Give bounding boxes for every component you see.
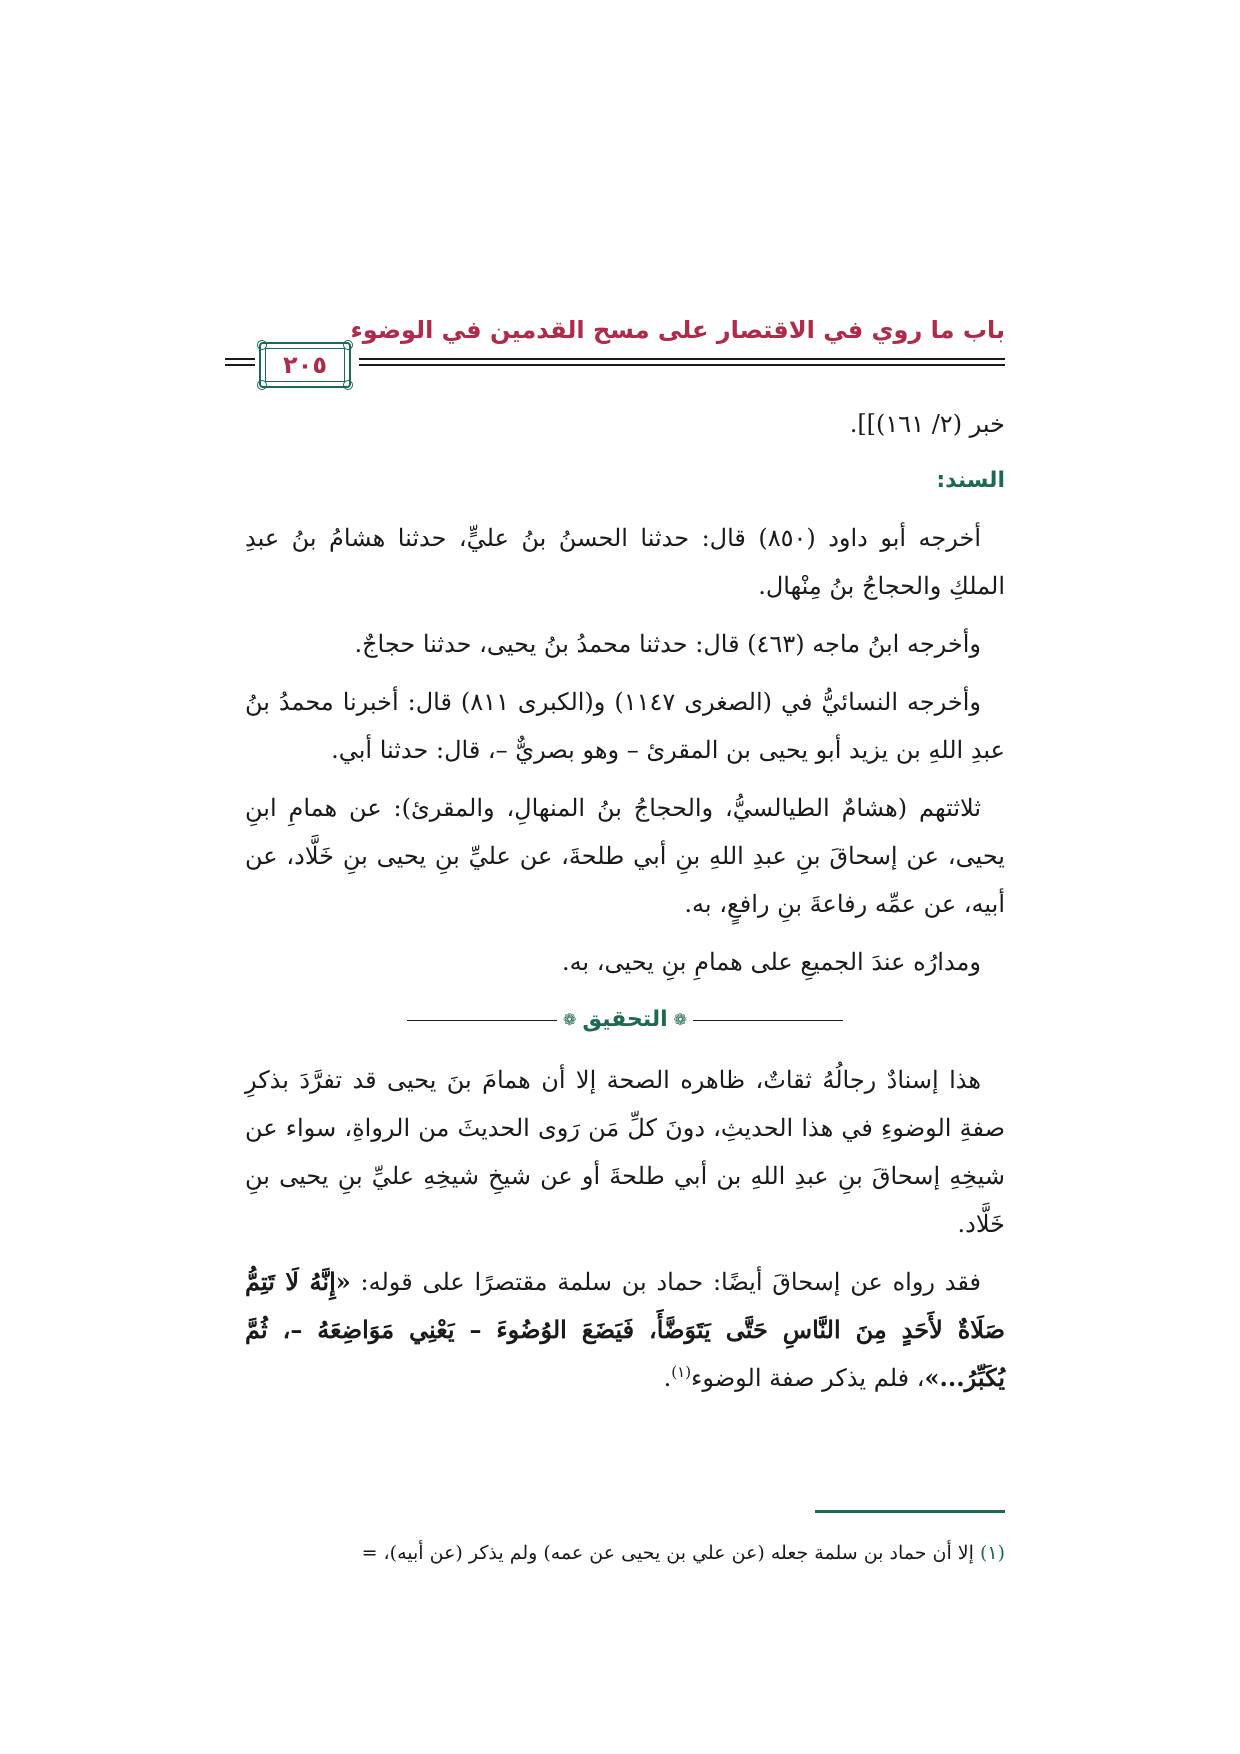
para7-intro: فقد رواه عن إسحاقَ أيضًا: حماد بن سلمة مقتصرًا على قوله: <box>350 1268 981 1296</box>
footnote-number: (١) <box>979 1542 1005 1564</box>
ornament-icon <box>257 340 267 350</box>
ornament-icon <box>343 380 353 390</box>
chapter-title: باب ما روي في الاقتصار على مسح القدمين في الوضوء <box>350 316 1005 344</box>
footnote-text: إلا أن حماد بن سلمة جعله (عن علي بن يحيى عن عمه) ولم يذكر (عن أبيه)، = <box>361 1542 980 1564</box>
ornament-icon: ❁ <box>562 1010 577 1029</box>
running-header <box>245 300 1005 400</box>
footnote <box>245 1537 1005 1569</box>
main-text <box>245 400 1005 1412</box>
footnote-rule <box>815 1510 1005 1513</box>
sanad-heading: السند: <box>936 468 1005 493</box>
paragraph-isnad-analysis: هذا إسنادٌ رجالُهُ ثقاتٌ، ظاهره الصحة إلا أن همامَ بنَ يحيى قد تفرَّدَ بذكرِ صفةِ الوضوءِ في هذا الحديثِ، دونَ كلِّ مَن رَوى الحديثَ من الرواةِ، سواء عن شيخِهِ إسحاقَ بنِ عبدِ اللهِ بن أبي طلحةَ أو عن شيخِ شيخِهِ عليِّ بنِ يحيى بنِ خَلَّاد. <box>245 1066 1005 1238</box>
paragraph-nasai: وأخرجه النسائيُّ في (الصغرى ١١٤٧) و(الكبرى ٨١١) قال: أخبرنا محمدُ بنُ عبدِ اللهِ بن يزيد أبو يحيى بن المقرئ – وهو بصريٌّ –، قال: حدثنا أبي. <box>245 688 1005 764</box>
ornament-icon <box>257 380 267 390</box>
continued-line: خبر (٢/ ١٦١)]]. <box>849 410 1005 438</box>
tahqiq-divider <box>245 996 1005 1044</box>
hadith-quote: «إِنَّهُ لَا تَتِمُّ صَلَاةٌ لأَحَدٍ مِنَ النَّاسِ حَتَّى يَتَوَضَّأَ، فَيَضَعَ الوُضُوءَ – يَعْنِي مَوَاضِعَهُ –، ثُمَّ يُكَبِّرُ...» <box>245 1267 1005 1392</box>
divider-line <box>407 1020 557 1021</box>
para7-tail: ، فلم يذكر صفة الوضوء <box>691 1364 925 1392</box>
header-rule-top <box>359 358 1005 360</box>
divider-line <box>693 1020 843 1021</box>
paragraph-ibn-majah: وأخرجه ابنُ ماجه (٤٦٣) قال: حدثنا محمدُ بنُ يحيى، حدثنا حجاجٌ. <box>354 630 981 658</box>
header-rule-left-top <box>225 358 255 360</box>
page-number: ٢٠٥ <box>265 348 345 382</box>
paragraph-abu-dawud: أخرجه أبو داود (٨٥٠) قال: حدثنا الحسنُ بنُ عليٍّ، حدثنا هشامُ بنُ عبدِ الملكِ والحجاجُ بنُ مِنْهال. <box>245 524 1005 600</box>
tahqiq-heading: التحقيق <box>582 1007 668 1032</box>
header-rule-left-bottom <box>225 364 255 366</box>
ornament-icon <box>343 340 353 350</box>
paragraph-thalathatuhum: ثلاثتهم (هشامٌ الطيالسيُّ، والحجاجُ بنُ المنهالِ، والمقرئ): عن همامِ ابنِ يحيى، عن إسحاقَ بنِ عبدِ اللهِ بنِ أبي طلحةَ، عن عليِّ بنِ يحيى بنِ خَلَّاد، عن أبيه، عن عمِّه رفاعةَ بنِ رافعٍ، به. <box>245 794 1005 918</box>
header-rule-bottom <box>359 364 1005 366</box>
footnote-marker[interactable]: (١) <box>671 1363 692 1381</box>
para7-end: . <box>663 1364 672 1392</box>
page-number-badge <box>259 342 351 388</box>
ornament-icon: ❁ <box>673 1010 688 1029</box>
paragraph-hammad-narration <box>245 1258 1005 1402</box>
paragraph-madar: ومدارُه عندَ الجميعِ على همامِ بنِ يحيى، به. <box>561 948 981 976</box>
